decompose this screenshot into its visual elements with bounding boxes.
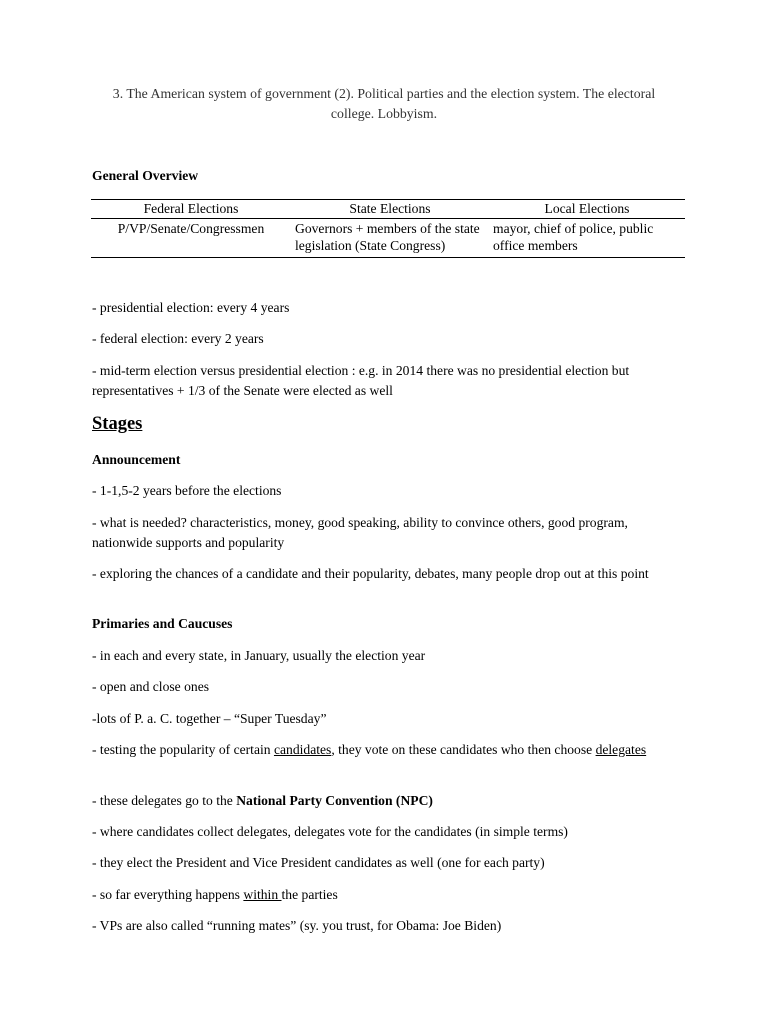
table-header-local: Local Elections [489, 200, 685, 219]
list-item: -lots of P. a. C. together – “Super Tuesday” [92, 711, 327, 726]
text-run: , they vote on these candidates who then choose [331, 742, 596, 757]
list-item: - exploring the chances of a candidate and their popularity, debates, many people drop out at this point [92, 566, 649, 581]
elections-overview-table [91, 199, 685, 258]
stages-heading: Stages [92, 414, 143, 434]
underlined-candidates: candidates [273, 742, 332, 757]
list-item: - what is needed? characteristics, money, good speaking, ability to convince others, good program, nationwide supports and popularity [92, 515, 628, 550]
table-cell-local: mayor, chief of police, public office members [489, 218, 685, 257]
list-item: - presidential election: every 4 years [92, 300, 290, 315]
list-item: - where candidates collect delegates, delegates vote for the candidates (in simple terms) [92, 824, 568, 839]
table-header-row [91, 200, 685, 219]
document-title: 3. The American system of government (2). Political parties and the election system. The electoral college. Lobbyism. [112, 86, 656, 121]
text-run: the parties [281, 887, 338, 902]
list-item: - they elect the President and Vice President candidates as well (one for each party) [92, 855, 545, 870]
table-cell-state: Governors + members of the state legislation (State Congress) [291, 218, 489, 257]
list-item [92, 791, 686, 811]
list-item [92, 740, 686, 760]
list-item: - open and close ones [92, 679, 210, 694]
list-item [92, 885, 686, 905]
underlined-delegates: delegates [595, 742, 647, 757]
npc-bold: National Party Convention (NPC) [236, 793, 433, 808]
list-item: - mid-term election versus presidential election : e.g. in 2014 there was no presidential election but representatives + 1/3 of the Senate were elected as well [92, 363, 630, 398]
table-row [91, 218, 685, 257]
text-run: - so far everything happens [92, 887, 244, 902]
table-header-state: State Elections [291, 200, 489, 219]
primaries-heading: Primaries and Caucuses [92, 616, 233, 631]
announcement-heading: Announcement [92, 452, 181, 467]
table-header-federal: Federal Elections [91, 200, 291, 219]
general-overview-heading: General Overview [92, 168, 199, 183]
text-run: - these delegates go to the [92, 793, 237, 808]
table-cell-federal: P/VP/Senate/Congressmen [91, 218, 291, 257]
list-item: - VPs are also called “running mates” (sy. you trust, for Obama: Joe Biden) [92, 918, 502, 933]
list-item: - in each and every state, in January, usually the election year [92, 648, 426, 663]
text-run: - testing the popularity of certain [92, 742, 274, 757]
list-item: - 1-1,5-2 years before the elections [92, 483, 282, 498]
underlined-within: within [243, 887, 282, 902]
list-item: - federal election: every 2 years [92, 331, 264, 346]
